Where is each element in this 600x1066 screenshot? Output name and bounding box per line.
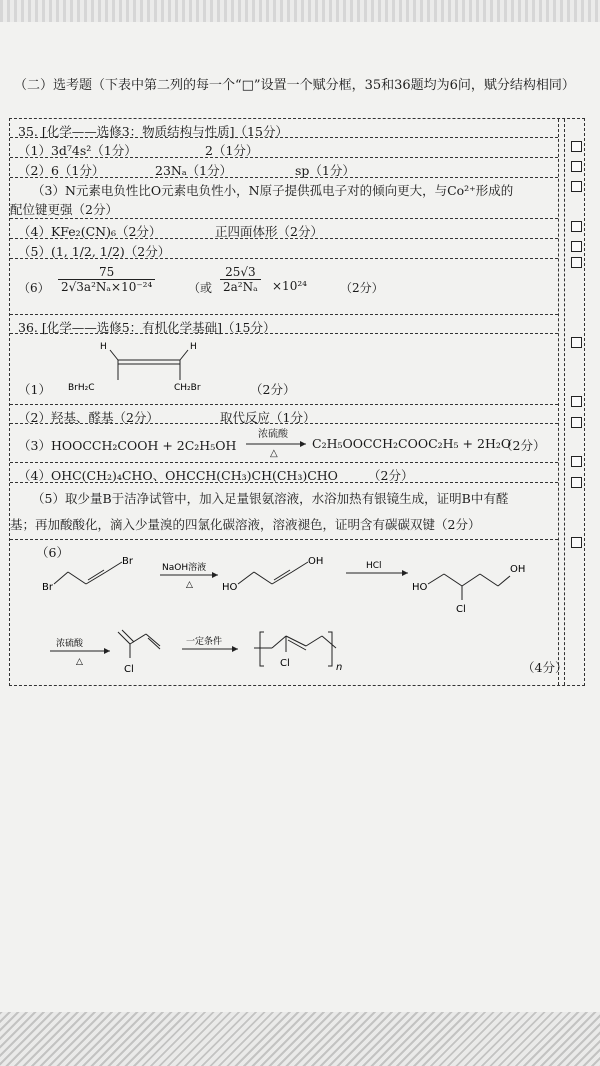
- q35-title-row: [10, 119, 558, 138]
- q36-part3-products: C₂H₅OOCCH₂COOC₂H₅ + 2H₂O: [312, 436, 512, 451]
- q36-part3-row: [10, 424, 558, 463]
- atom-br-2: Br: [122, 556, 133, 567]
- bond: [498, 576, 510, 586]
- q35-part6-alt-exponent: ×10²⁴: [272, 279, 307, 293]
- atom-oh-2: OH: [510, 564, 526, 575]
- q36-part2-row: [10, 405, 558, 424]
- q35-part5-answer: （5）(1, 1/2, 1/2)（2分）: [18, 244, 171, 259]
- condition-heat-2: △: [76, 657, 83, 667]
- atom-oh-1: OH: [308, 556, 324, 567]
- bond: [462, 574, 480, 586]
- atom-ho-2: HO: [412, 582, 428, 593]
- q35-part6-or: （或: [188, 281, 213, 295]
- scan-bottom-edge: [0, 1012, 600, 1066]
- answer-table: [9, 118, 585, 686]
- score-box[interactable]: [571, 477, 582, 488]
- bond: [480, 574, 498, 586]
- polymer-bracket-right: [328, 632, 332, 666]
- score-box[interactable]: [571, 417, 582, 428]
- q36-part3-heat-symbol: △: [270, 448, 278, 459]
- q35-part6-row: [10, 259, 558, 315]
- bond: [254, 572, 272, 584]
- synthesis-route-diagram: [10, 550, 558, 680]
- q36-part1-score: （2分）: [250, 382, 296, 397]
- arrow-head: [212, 572, 218, 578]
- q35-part6-denominator: 2√3a²Nₐ×10⁻²⁴: [61, 280, 153, 294]
- bond: [54, 572, 68, 584]
- substituent-right: CH₂Br: [174, 383, 201, 393]
- condition-sulfuric-acid: 浓硫酸: [56, 639, 84, 649]
- q35-part2-answer-c: sp（1分）: [295, 163, 355, 178]
- score-box[interactable]: [571, 141, 582, 152]
- q36-part6-label: （6）: [36, 545, 69, 560]
- bond: [428, 574, 444, 584]
- bond: [292, 562, 308, 572]
- bond: [322, 636, 336, 648]
- substituent-left: BrH₂C: [68, 383, 95, 393]
- q35-part6-alt-numerator: 25√3: [220, 265, 261, 280]
- bond: [272, 572, 292, 584]
- polymer-bracket-left: [260, 632, 264, 666]
- condition-naoh: NaOH溶液: [162, 563, 207, 573]
- q35-part1-answer-b: 2（1分）: [205, 143, 259, 158]
- bond: [130, 634, 146, 644]
- polymer-subscript-n: n: [336, 662, 343, 673]
- arrow-head: [232, 646, 238, 652]
- arrow-head: [300, 441, 306, 447]
- column-divider: [558, 119, 559, 685]
- q36-part5-line1: （5）取少量B于洁净试管中，加入足量银氨溶液，水浴加热有银镜生成，证明B中有醛: [32, 491, 509, 506]
- q36-title: 36. [化学——选修5：有机化学基础]（15分）: [18, 320, 276, 335]
- q35-part6-score: （2分）: [340, 281, 384, 295]
- bond: [444, 574, 462, 586]
- q35-part6-label: （6）: [18, 281, 50, 295]
- q36-part4-row: [10, 463, 558, 483]
- scan-top-edge: [0, 0, 600, 22]
- q36-part3-condition: 浓硫酸: [258, 429, 288, 440]
- atom-br-1: Br: [42, 582, 53, 593]
- q35-part6-alt-fraction: [220, 265, 261, 294]
- q36-part5-row: [10, 483, 558, 540]
- score-box[interactable]: [571, 241, 582, 252]
- atom-cl-1: Cl: [456, 604, 466, 615]
- score-box[interactable]: [571, 257, 582, 268]
- bond: [272, 636, 286, 648]
- q35-part1-answer-a: （1）3d⁷4s²（1分）: [18, 143, 137, 158]
- score-box[interactable]: [571, 456, 582, 467]
- q35-part6-numerator: 75: [58, 265, 155, 280]
- reaction-arrow: [246, 440, 310, 448]
- q36-part3-reactants: （3）HOOCCH₂COOH + 2C₂H₅OH: [18, 438, 237, 453]
- column-divider-inner: [564, 119, 565, 685]
- condition-polymerization: 一定条件: [186, 637, 223, 647]
- q35-part3-line2: 配位键更强（2分）: [10, 202, 118, 217]
- q36-part3-score: （2分）: [500, 438, 546, 453]
- q35-part4-row: [10, 219, 558, 239]
- bond: [180, 350, 188, 360]
- condition-hcl: HCl: [366, 561, 382, 571]
- q35-title: 35. [化学——选修3：物质结构与性质]（15分）: [18, 124, 288, 139]
- bond: [306, 636, 322, 646]
- q36-title-row: [10, 315, 558, 334]
- atom-ho-1: HO: [222, 582, 238, 593]
- atom-cl-2: Cl: [124, 664, 134, 675]
- score-box[interactable]: [571, 161, 582, 172]
- q35-part3-row: [10, 178, 558, 219]
- atom-cl-3: Cl: [280, 658, 290, 669]
- score-box[interactable]: [571, 396, 582, 407]
- score-box[interactable]: [571, 337, 582, 348]
- q35-part1-row: [10, 138, 558, 158]
- score-box[interactable]: [571, 221, 582, 232]
- q36-part1-label: （1）: [18, 382, 51, 397]
- arrow-head: [104, 648, 110, 654]
- q35-part6-alt-denominator: 2a²Nₐ: [223, 280, 258, 294]
- q36-part4-score: （2分）: [368, 468, 414, 483]
- score-box[interactable]: [571, 181, 582, 192]
- cis-dibromobutene-structure: [50, 338, 230, 400]
- bond: [118, 632, 130, 644]
- arrow-head: [402, 570, 408, 576]
- bond: [106, 562, 122, 572]
- q36-part2-answer-b: 取代反应（1分）: [220, 410, 316, 425]
- q36-part6-row: [10, 540, 568, 684]
- q35-part4-answer-b: 正四面体形（2分）: [215, 224, 323, 239]
- bond: [146, 634, 160, 646]
- condition-heat: △: [186, 580, 193, 590]
- bond: [122, 630, 134, 642]
- q35-part2-row: [10, 158, 558, 178]
- q36-part2-answer-a: （2）羟基、醛基（2分）: [18, 410, 159, 425]
- q35-part6-fraction: [58, 265, 155, 294]
- bond: [148, 638, 160, 649]
- bond: [238, 572, 254, 584]
- q36-part1-row: [10, 334, 558, 405]
- bond: [86, 572, 106, 584]
- score-box[interactable]: [571, 537, 582, 548]
- bond: [68, 572, 86, 584]
- atom-h-right: H: [190, 342, 197, 352]
- atom-h-left: H: [100, 342, 107, 352]
- q35-part3-line1: （3）N元素电负性比O元素电负性小，N原子提供孤电子对的倾向更大，与Co²⁺形成的: [32, 183, 514, 198]
- q35-part2-answer-a: （2）6（1分）: [18, 163, 105, 178]
- q35-part4-answer-a: （4）KFe₂(CN)₆（2分）: [18, 224, 162, 239]
- q36-part6-score: （4分）: [522, 660, 568, 675]
- section-header-note: （二）选考题（下表中第二列的每一个“□”设置一个赋分框，35和36题均为6问，赋分结构相同）: [14, 78, 575, 93]
- q36-part5-line2: 基；再加酸酸化，滴入少量溴的四氯化碳溶液，溶液褪色，证明含有碳碳双键（2分）: [10, 517, 481, 532]
- q35-part5-row: [10, 239, 558, 259]
- q35-part2-answer-b: 23Nₐ（1分）: [155, 163, 233, 178]
- q36-part4-answer: （4）OHC(CH₂)₄CHO、OHCCH(CH₃)CH(CH₃)CHO: [18, 468, 338, 483]
- bond: [110, 350, 118, 360]
